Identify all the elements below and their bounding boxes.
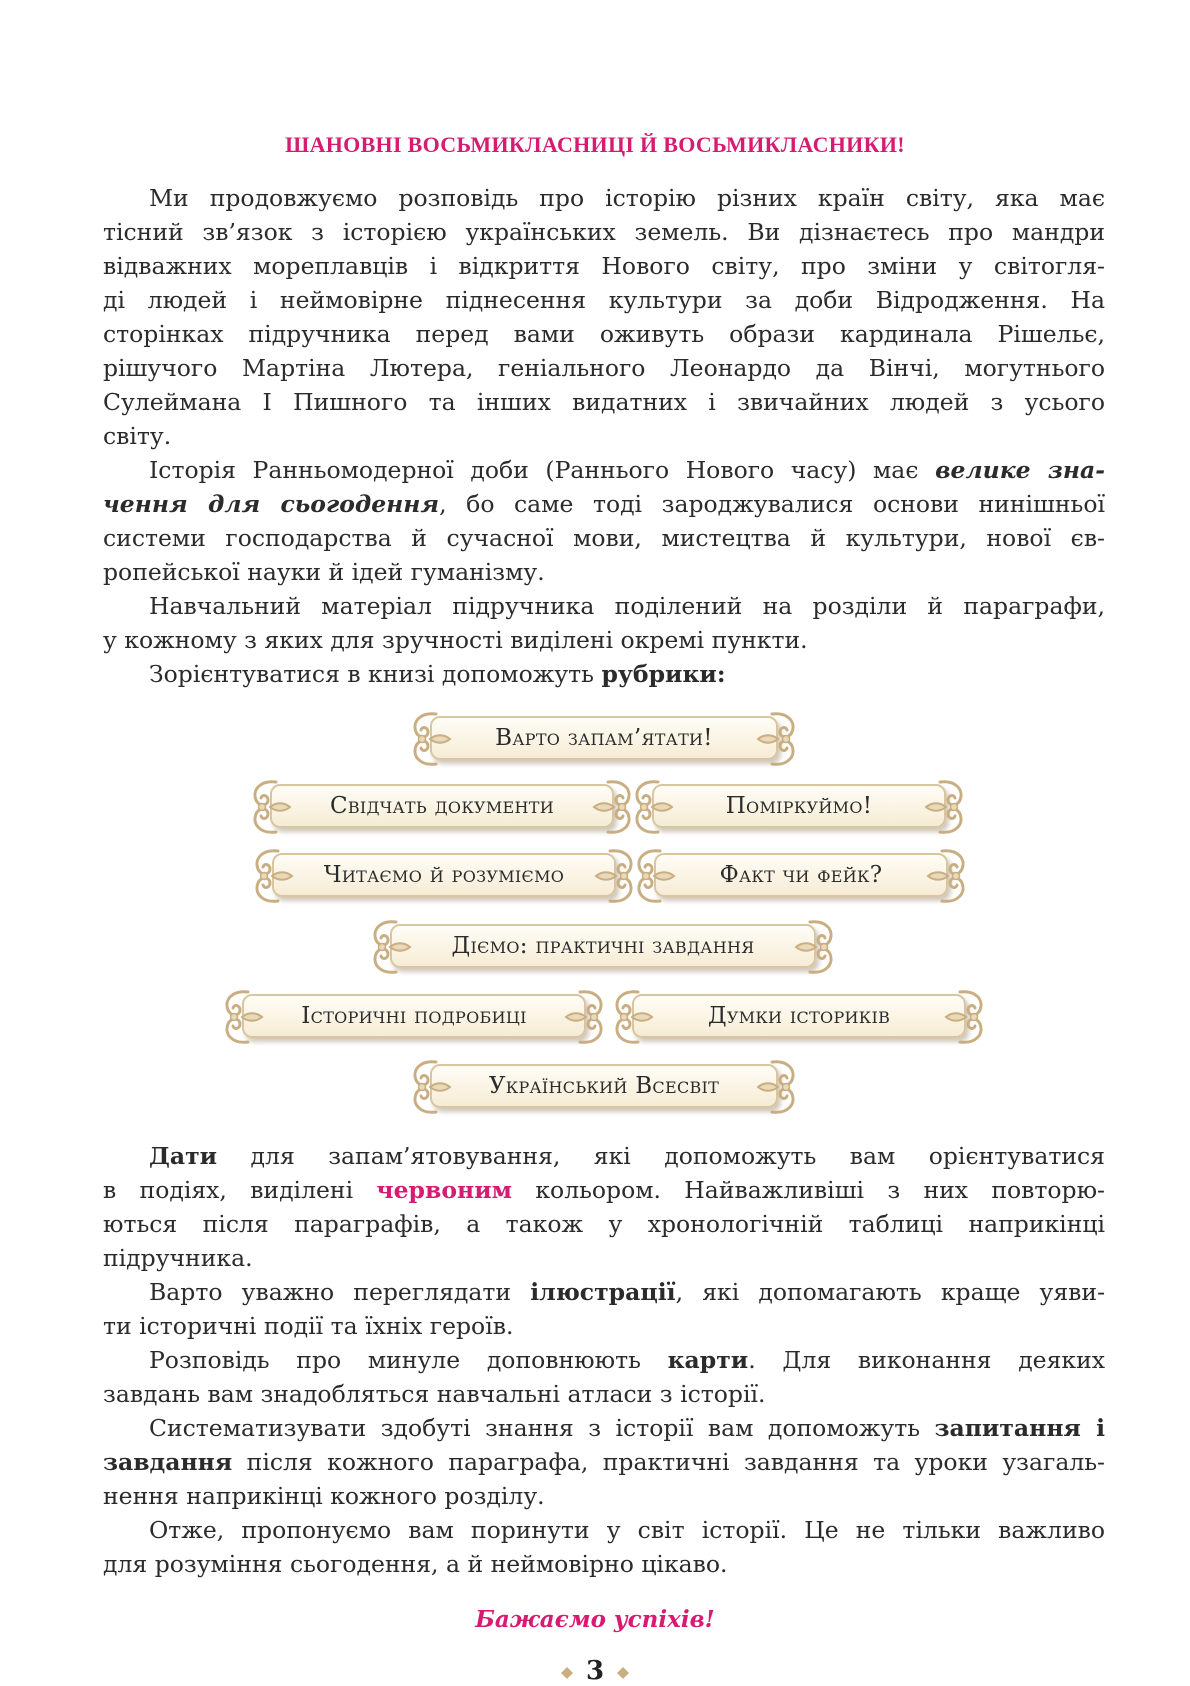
maps-paragraph: [103, 1343, 1105, 1411]
text-line: Отже, пропонуємо вам поринути у світ історії. Це не тільки важливо: [149, 1516, 1105, 1544]
scroll-ornament-icon: [218, 986, 264, 1048]
rubric-label: Історичні подробиці: [301, 1003, 527, 1029]
scroll-ornament-icon: [924, 776, 970, 838]
text-line: тісний зв’язок з історією українських земель. Ви дізнаєтесь про мандри: [103, 218, 1105, 246]
text-line: завдань вам знадобляться навчальні атласи з історії.: [103, 1380, 766, 1408]
text-line: [103, 1139, 1105, 1173]
text-run: кольором. Найважливіші з них повторю-: [512, 1176, 1105, 1204]
text-line: відважних мореплавців і відкриття Нового світу, про зміни у світогля-: [103, 252, 1105, 280]
illustrations-paragraph: [103, 1275, 1105, 1343]
scroll-ornament-icon: [628, 776, 674, 838]
text-run: для запам’ятовування, які допоможуть вам орієнтуватися: [217, 1142, 1105, 1170]
text-line: Сулеймана І Пишного та інших видатних і звичайних людей з усього: [103, 388, 1105, 416]
emphasis-text: велике зна-: [935, 456, 1105, 484]
text-line: [103, 453, 1105, 487]
scroll-ornament-icon: [756, 708, 802, 770]
text-run: після кожного параграфа, практичні завдання та уроки узагаль-: [232, 1448, 1105, 1476]
text-line: ді людей і неймовірне піднесення культури за доби Відродження. На: [103, 286, 1105, 314]
scroll-ornament-icon: [944, 986, 990, 1048]
rubrics-intro: [103, 657, 1105, 691]
scroll-ornament-icon: [246, 776, 292, 838]
closing-paragraph: [103, 1513, 1105, 1581]
text-run: Варто уважно переглядати: [149, 1278, 531, 1306]
text-line: рішучого Мартіна Лютера, геніального Леонардо да Вінчі, могутнього: [103, 354, 1105, 382]
rubric-historians-thoughts: [632, 994, 966, 1038]
closing-wish: Бажаємо успіхів!: [475, 1606, 715, 1633]
text-line: Ми продовжуємо розповідь про історію різних країн світу, яка має: [149, 184, 1105, 212]
rubric-label: Факт чи фейк?: [719, 862, 883, 888]
rubric-fact-or-fake: [654, 853, 948, 897]
text-line: Навчальний матеріал підручника поділений на розділи й параграфи,: [149, 592, 1105, 620]
rubric-historical-details: [242, 994, 586, 1038]
scroll-ornament-icon: [926, 845, 972, 907]
text-line: [103, 1173, 1105, 1207]
text-run: , які допомагають краще уяви-: [675, 1278, 1106, 1306]
text-line: системи господарства й сучасної мови, мистецтва й культури, нової єв-: [103, 524, 1105, 552]
text-line: у кожному з яких для зручності виділені окремі пункти.: [103, 626, 808, 654]
text-line: світу.: [103, 422, 172, 450]
text-run: Розповідь про минуле доповнюють: [149, 1346, 668, 1374]
scroll-ornament-icon: [406, 1056, 452, 1118]
emphasis-text: чення для сьогодення: [103, 490, 440, 518]
significance-paragraph: [103, 453, 1105, 589]
text-line: нення наприкінці кожного розділу.: [103, 1482, 545, 1510]
rubric-label: Український Всесвіт: [488, 1073, 720, 1099]
rubric-ukrainian-universe: [430, 1064, 778, 1108]
rubric-read-understand: [272, 853, 616, 897]
questions-paragraph: [103, 1411, 1105, 1513]
diamond-ornament-icon: [616, 1666, 630, 1680]
bold-text: Дати: [149, 1142, 218, 1170]
scroll-ornament-icon: [248, 845, 294, 907]
text-line: для розуміння сьогодення, а й неймовірно цікаво.: [103, 1550, 728, 1578]
text-line: [103, 1411, 1105, 1445]
rubric-label: Поміркуймо!: [725, 793, 873, 819]
scroll-ornament-icon: [756, 1056, 802, 1118]
rubric-label: Варто запам’ятати!: [495, 725, 713, 751]
text-line: ти історичні події та їхніх героїв.: [103, 1312, 514, 1340]
rubric-documents: [270, 784, 614, 828]
text-line: ропейської науки й ідей гуманізму.: [103, 558, 545, 586]
text-line: підручника.: [103, 1244, 253, 1272]
text-line: ються після параграфів, а також у хронологічній таблиці наприкінці: [103, 1210, 1105, 1238]
rubric-practical-tasks: [390, 924, 816, 968]
rubric-remember: [430, 716, 778, 760]
bold-text: карти: [667, 1346, 749, 1374]
text-line: [103, 1445, 1105, 1479]
scroll-ornament-icon: [630, 845, 676, 907]
text-line: [103, 657, 1105, 691]
scroll-ornament-icon: [564, 986, 610, 1048]
bold-text: ілюстрації: [530, 1278, 676, 1306]
scroll-ornament-icon: [794, 916, 840, 978]
red-highlight-text: червоним: [376, 1176, 513, 1204]
rubric-reflect: [652, 784, 946, 828]
scroll-ornament-icon: [608, 986, 654, 1048]
text-run: Історія Ранньомодерної доби (Раннього Нового часу) має: [149, 456, 936, 484]
rubric-label: Читаємо й розуміємо: [323, 862, 565, 888]
bold-text: рубрики: [601, 660, 717, 688]
text-line: сторінках підручника перед вами оживуть образи кардинала Рішельє,: [103, 320, 1105, 348]
rubric-label: Діємо: практичні завдання: [451, 933, 755, 959]
scroll-ornament-icon: [406, 708, 452, 770]
rubric-label: Думки істориків: [707, 1003, 891, 1029]
text-line: [103, 1275, 1105, 1309]
text-run: Зорієнтуватися в книзі допоможуть: [149, 660, 602, 688]
text-run: в подіях, виділені: [103, 1176, 377, 1204]
page-heading: ШАНОВНІ ВОСЬМИКЛАСНИЦІ Й ВОСЬМИКЛАСНИКИ!: [285, 132, 905, 157]
text-line: [103, 487, 1105, 521]
text-run: Систематизувати здобуті знання з історії вам допоможуть: [149, 1414, 935, 1442]
bold-text: завдання: [103, 1448, 233, 1476]
text-run: :: [716, 660, 726, 688]
text-run: , бо саме тоді зароджувалися основи нинішньої: [439, 490, 1105, 518]
rubric-label: Свідчать документи: [329, 793, 555, 819]
page-number: 3: [585, 1656, 605, 1686]
scroll-ornament-icon: [366, 916, 412, 978]
bold-text: запитання і: [934, 1414, 1106, 1442]
text-run: . Для виконання деяких: [748, 1346, 1105, 1374]
structure-paragraph: [103, 589, 1105, 657]
text-line: [103, 1343, 1105, 1377]
intro-paragraph: [103, 181, 1105, 453]
dates-paragraph: [103, 1139, 1105, 1275]
